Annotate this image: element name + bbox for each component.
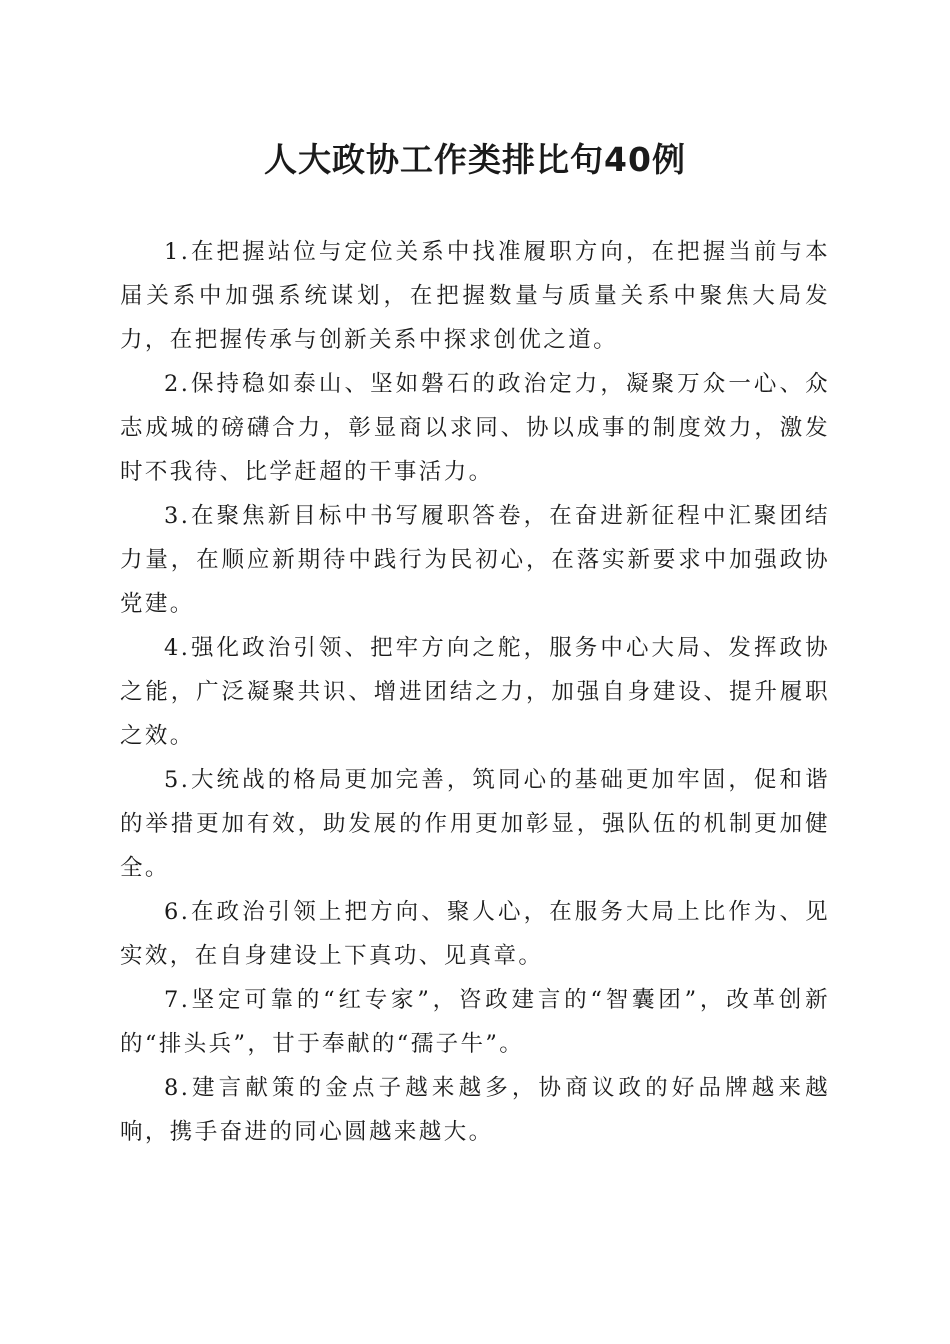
paragraph-5: 5.大统战的格局更加完善，筑同心的基础更加牢固，促和谐的举措更加有效，助发展的作用更加彰显，强队伍的机制更加健全。: [120, 767, 830, 881]
paragraph-4: 4.强化政治引领、把牢方向之舵，服务中心大局、发挥政协之能，广泛凝聚共识、增进团结之力，加强自身建设、提升履职之效。: [120, 635, 830, 749]
paragraph-2: 2.保持稳如泰山、坚如磐石的政治定力，凝聚万众一心、众志成城的磅礴合力，彰显商以求同、协以成事的制度效力，激发时不我待、比学赶超的干事活力。: [120, 371, 830, 485]
document-body: [120, 230, 830, 1154]
document-title: 人大政协工作类排比句40例: [264, 140, 686, 179]
paragraph-6: 6.在政治引领上把方向、聚人心，在服务大局上比作为、见实效，在自身建设上下真功、见真章。: [120, 899, 830, 969]
paragraph-1: 1.在把握站位与定位关系中找准履职方向，在把握当前与本届关系中加强系统谋划，在把握数量与质量关系中聚焦大局发力，在把握传承与创新关系中探求创优之道。: [120, 239, 830, 353]
paragraph-7: 7.坚定可靠的“红专家”，咨政建言的“智囊团”，改革创新的“排头兵”，甘于奉献的“孺子牛”。: [120, 987, 830, 1057]
paragraph-8: 8.建言献策的金点子越来越多，协商议政的好品牌越来越响，携手奋进的同心圆越来越大。: [120, 1075, 830, 1145]
paragraph-3: 3.在聚焦新目标中书写履职答卷，在奋进新征程中汇聚团结力量，在顺应新期待中践行为民初心，在落实新要求中加强政协党建。: [120, 503, 830, 617]
